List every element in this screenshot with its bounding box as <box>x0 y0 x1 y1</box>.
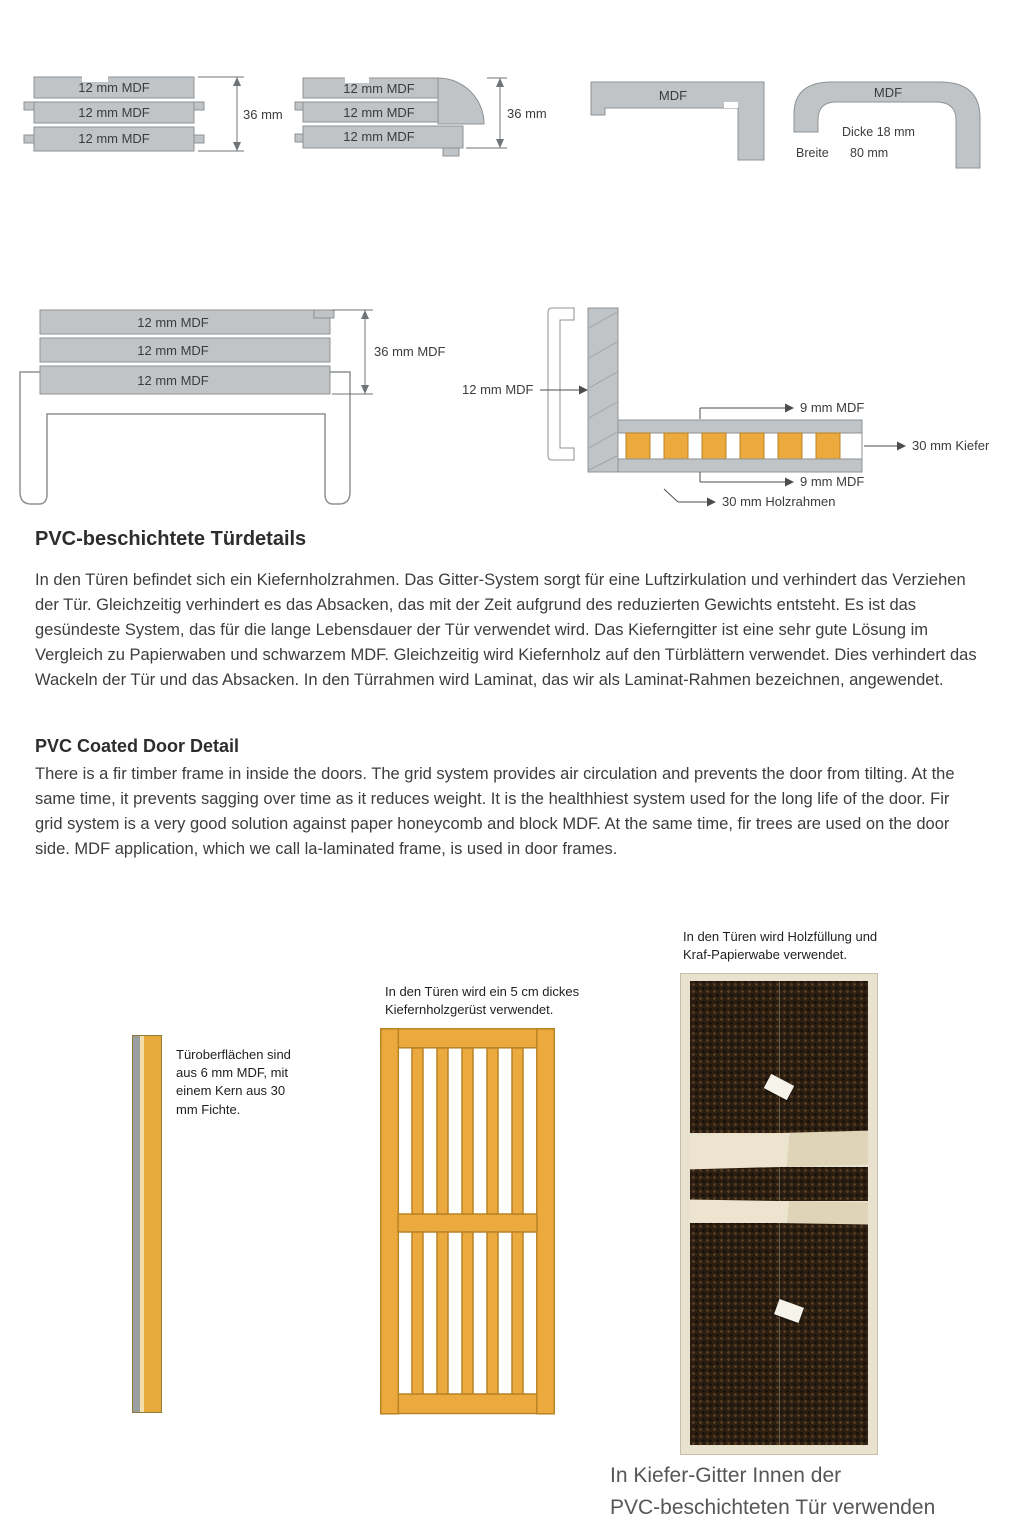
mdf9-top-label: 9 mm MDF <box>800 400 865 415</box>
heading-german: PVC-beschichtete Türdetails <box>35 528 307 550</box>
grid-caption: In den Türen wird ein 5 cm dickes Kiefernholzgerüst verwendet. <box>385 984 580 1018</box>
profile3-notch <box>724 102 738 108</box>
dim-label: 36 mm <box>507 106 547 121</box>
arrow-up-icon <box>361 310 369 319</box>
layer-label: 12 mm MDF <box>78 105 150 120</box>
layer-label: 12 mm MDF <box>137 315 209 330</box>
paragraph-english: There is a fir timber frame in inside the doors. The grid system provides air circulation and prevents the door from tilting. At the same time, it prevents sagging over time as it reduces weight. It is the healthhiest system used for the long life of the door. Fir grid system is a very good solution against paper honeycomb and block MDF. At the same time, fir trees are used on the door side. MDF application, which we call la-laminated frame, is used in door frames. <box>35 765 955 858</box>
layer-label: 12 mm MDF <box>78 131 150 146</box>
door-edge-illustration <box>132 1035 162 1413</box>
dim-label: 36 mm MDF <box>374 344 446 359</box>
pine-grid-illustration <box>380 1028 555 1415</box>
kiefer30-label: 30 mm Kiefer <box>912 438 990 453</box>
mdf-skin-bottom <box>618 459 862 472</box>
frame-section-diagram <box>18 302 468 514</box>
footer-note <box>610 1460 1000 1523</box>
honeycomb-photo <box>680 973 878 1455</box>
thickness-label: Dicke 18 mm <box>842 125 915 139</box>
heading-english: PVC Coated Door Detail <box>35 736 240 756</box>
layer-label: 12 mm MDF <box>343 129 415 144</box>
holzrahmen30-label: 30 mm Holzrahmen <box>722 494 836 509</box>
dim-label: 36 mm <box>243 107 283 122</box>
arrow-up-icon <box>496 78 504 87</box>
profile4-cap-mdf-diagram <box>788 72 988 184</box>
dimension-lines <box>198 77 244 151</box>
arrow-down-icon <box>496 139 504 148</box>
grid-frame <box>381 1029 555 1414</box>
mdf9-bottom-label: 9 mm MDF <box>800 474 865 489</box>
layer-label: 12 mm MDF <box>343 105 415 120</box>
material-label: MDF <box>873 85 903 100</box>
profile2-rounded-mdf-section-diagram <box>293 72 555 164</box>
layer-label: 12 mm MDF <box>137 373 209 388</box>
material-label: MDF <box>658 88 688 103</box>
frame-board-12mm <box>588 308 618 472</box>
mdf12-label: 12 mm MDF <box>462 382 534 397</box>
edge-caption: Türoberflächen sind aus 6 mm MDF, mit einem Kern aus 30 mm Fichte. <box>176 1047 291 1117</box>
layer-label: 12 mm MDF <box>137 343 209 358</box>
profile3-corner-mdf-diagram <box>585 72 770 167</box>
laminate-channel <box>548 308 574 460</box>
mdf-skin-top <box>618 420 862 433</box>
layer-label: 12 mm MDF <box>343 81 415 96</box>
honeycomb-caption: In den Türen wird Holzfüllung und Kraf-Papierwabe verwendet. <box>683 929 878 963</box>
string-cord <box>779 981 780 1447</box>
footer-note-line2: PVC-beschichteten Tür verwenden <box>610 1495 936 1519</box>
arrow-up-icon <box>233 77 241 86</box>
layer-label: 12 mm MDF <box>78 80 150 95</box>
paragraph-german: In den Türen befindet sich ein Kiefernholzrahmen. Das Gitter-System sorgt für eine Luftzirkulation und verhindert das Verziehen der Tür. Gleichzeitig verhindert es das Absacken, das mit der Zeit aufgrund des reduzierten Gewichts entsteht. Es ist das gesündeste System, das für die lange Lebensdauer der Tür verwendet wird. Das Kieferngitter ist eine sehr gute Lösung im Vergleich zu Papierwaben und schwarzem MDF. Gleichzeitig wird Kiefernholz auf den Türblättern verwendet. Dies verhindert das Wackeln der Tür und das Absacken. In den Türrahmen wird Laminat, das wir als Laminat-Rahmen bezeichnen, angewendet. <box>35 571 977 689</box>
footer-note-line1: In Kiefer-Gitter Innen der <box>610 1464 842 1487</box>
width-value: 80 mm <box>850 146 889 160</box>
width-label: Breite <box>796 146 829 160</box>
arrow-down-icon <box>361 385 369 394</box>
profile1-square-mdf-section-diagram <box>22 72 287 160</box>
door-leaf-section-diagram <box>460 298 1020 516</box>
arrow-down-icon <box>233 142 241 151</box>
